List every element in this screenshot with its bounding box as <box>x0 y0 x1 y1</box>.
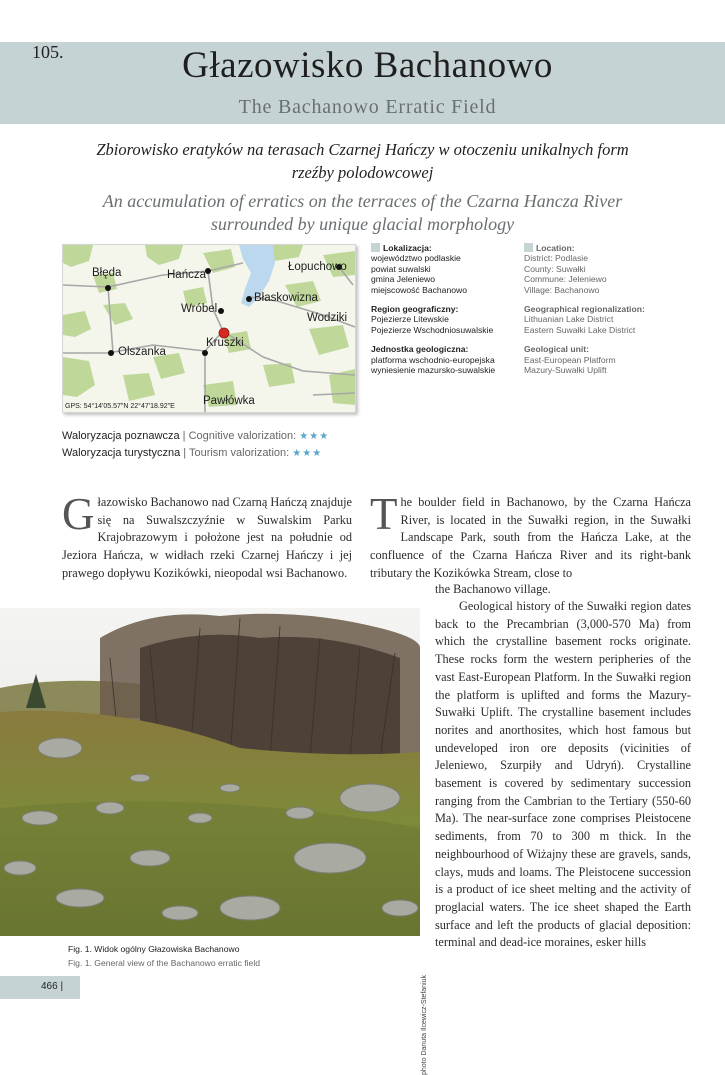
region-en-2: Eastern Suwałki Lake District <box>524 324 636 335</box>
map-label-olszanka: Olszanka <box>118 346 166 358</box>
location-map <box>62 244 356 413</box>
caption-pl: Fig. 1. Widok ogólny Głazowiska Bachanowo <box>68 944 240 954</box>
dropcap-en: T <box>370 489 398 539</box>
cognitive-stars-icon: ★★★ <box>299 431 330 442</box>
info-en <box>524 243 694 375</box>
info-pl <box>371 243 519 375</box>
headline-pl-line1: Zbiorowisko eratyków na terasach Czarnej Hańczy w otoczeniu unikalnych form <box>96 140 629 159</box>
map-label-blaskowizna: Błaskowizna <box>254 292 318 304</box>
unit-label-pl: Jednostka geologiczna: <box>371 344 469 355</box>
region-label-pl: Region geograficzny: <box>371 304 459 315</box>
body-pl-paragraph: łazowisko Bachanowo nad Czarną Hańczą znajduje się na Suwalszczyźnie w Suwalskim Parku Krajobrazowym i położone jest na południe od Jeziora Hańcza, w widłach rzeki Czarnej Hańczy i jej prawego dopływu Kozikówki, nieopodal wsi Bachanowo. <box>62 495 352 580</box>
map-label-lopuchowo: Łopuchowo <box>288 261 347 273</box>
cognitive-valorization <box>62 430 329 442</box>
location-pl-4: miejscowość Bachanowo <box>371 284 468 295</box>
page-title: Głazowisko Bachanowo <box>182 45 553 86</box>
separator: | <box>183 447 187 459</box>
map-label-hancza: Hańcza <box>167 269 206 281</box>
photo-credit <box>421 790 433 1075</box>
headline-en-line1: An accumulation of erratics on the terraces of the Czarna Hancza River <box>102 191 623 211</box>
location-pl-1: województwo podlaskie <box>371 253 461 264</box>
region-label-en: Geographical regionalization: <box>524 304 645 315</box>
location-pl-3: gmina Jeleniewo <box>371 274 436 285</box>
map-label-bleda: Błęda <box>92 267 122 279</box>
unit-pl-2: wyniesienie mazursko-suwalskie <box>371 365 496 376</box>
location-en-1: District: Podlasie <box>524 253 588 264</box>
body-en-line-village: the Bachanowo village. <box>435 582 551 596</box>
body-text-en-top <box>370 489 691 583</box>
map-label-kruszki: Kruszki <box>206 337 244 349</box>
location-en-2: County: Suwałki <box>524 263 586 274</box>
dropcap-pl: G <box>62 489 95 539</box>
location-en-4: Village: Bachanowo <box>524 284 600 295</box>
body-text-en-bottom <box>435 598 691 952</box>
location-label-en: Location: <box>536 243 575 253</box>
page-number: 466 | <box>41 981 64 992</box>
cognitive-label-en: Cognitive valorization: <box>188 430 297 442</box>
headline-pl-line2: rzeźby polodowcowej <box>291 163 434 182</box>
cognitive-label-pl: Waloryzacja poznawcza <box>62 430 180 442</box>
location-pl-2: powiat suwalski <box>371 263 431 274</box>
photo-credit-text: photo Danuta Ilcewicz-Stefaniuk <box>421 975 428 1075</box>
region-en-1: Lithuanian Lake District <box>524 314 614 325</box>
tourism-stars-icon: ★★★ <box>292 448 323 459</box>
site-number: 105. <box>32 42 64 62</box>
map-label-pawlowka: Pawłówka <box>203 395 255 407</box>
location-en-3: Commune: Jeleniewo <box>524 274 607 285</box>
headline-en-line2: surrounded by unique glacial morphology <box>210 214 515 234</box>
body-en-paragraph-2: Geological history of the Suwałki region dates back to the Precambrian (3,000-570 Ma) from which the crystalline basement rocks originate. These rocks form the western peripheries of the vast East-European Platform. In the Suwałki region the platform is uplifted and forms the Mazury-Suwałki Uplift. The crystalline basement includes norites and anorthosites, which host famous but undeveloped iron ore deposits (vicinities of Jeleniewo, Szurpiły and Udryń). Crystalline basement is covered by sedimentary succession ranging from the Cambrian to the Tertiary (550-60 Ma). The near-surface zone comprises Pleistocene sediments, from 70 to 300 m thick. In the neighbourhood of Wiżajny these are gravels, sands, clays, muds and loams. The Pleistocene succession is a product of ice sheet melting and the activity of proglacial waters. The ice sheet shaped the Earth surface and left the products of glacial deposition: terminal and dead-ice moraines, esker hills <box>435 599 691 950</box>
map-label-wodziki: Wodziki <box>307 312 348 324</box>
square-bullet-icon <box>371 243 380 252</box>
body-text-pl <box>62 489 352 583</box>
page-subtitle: The Bachanowo Erratic Field <box>238 96 497 118</box>
tourism-label-en: Tourism valorization: <box>188 447 290 459</box>
unit-pl-1: platforma wschodnio-europejska <box>371 354 495 365</box>
separator: | <box>182 430 186 442</box>
tourism-label-pl: Waloryzacja turystyczna <box>62 447 181 459</box>
erratic-field-photo <box>0 608 420 936</box>
unit-label-en: Geological unit: <box>524 344 589 355</box>
region-pl-2: Pojezierze Wschodniosuwalskie <box>371 324 494 335</box>
unit-en-2: Mazury-Suwałki Uplift <box>524 365 607 376</box>
unit-en-1: East-European Platform <box>524 354 616 365</box>
footer-band <box>0 976 80 999</box>
body-en-paragraph-1: he boulder field in Bachanowo, by the Czarna Hańcza River, is located in the Suwałki region, in the Suwałki Landscape Park, south from the Hańcza Lake, at the confluence of the Czarna Hańcza River and its right-bank tributary the Kozikówka Stream, close to <box>370 495 691 580</box>
map-label-wrobel: Wróbel <box>181 303 218 315</box>
gps-coordinates: GPS: 54°14'05.57"N 22°47'18.92"E <box>65 403 175 410</box>
caption-en: Fig. 1. General view of the Bachanowo erratic field <box>68 958 261 968</box>
location-label-pl: Lokalizacja: <box>383 243 432 253</box>
photo-graphic <box>0 608 420 936</box>
tourism-valorization <box>62 447 322 459</box>
region-pl-1: Pojezierze Litewskie <box>371 314 449 325</box>
square-bullet-icon <box>524 243 533 252</box>
